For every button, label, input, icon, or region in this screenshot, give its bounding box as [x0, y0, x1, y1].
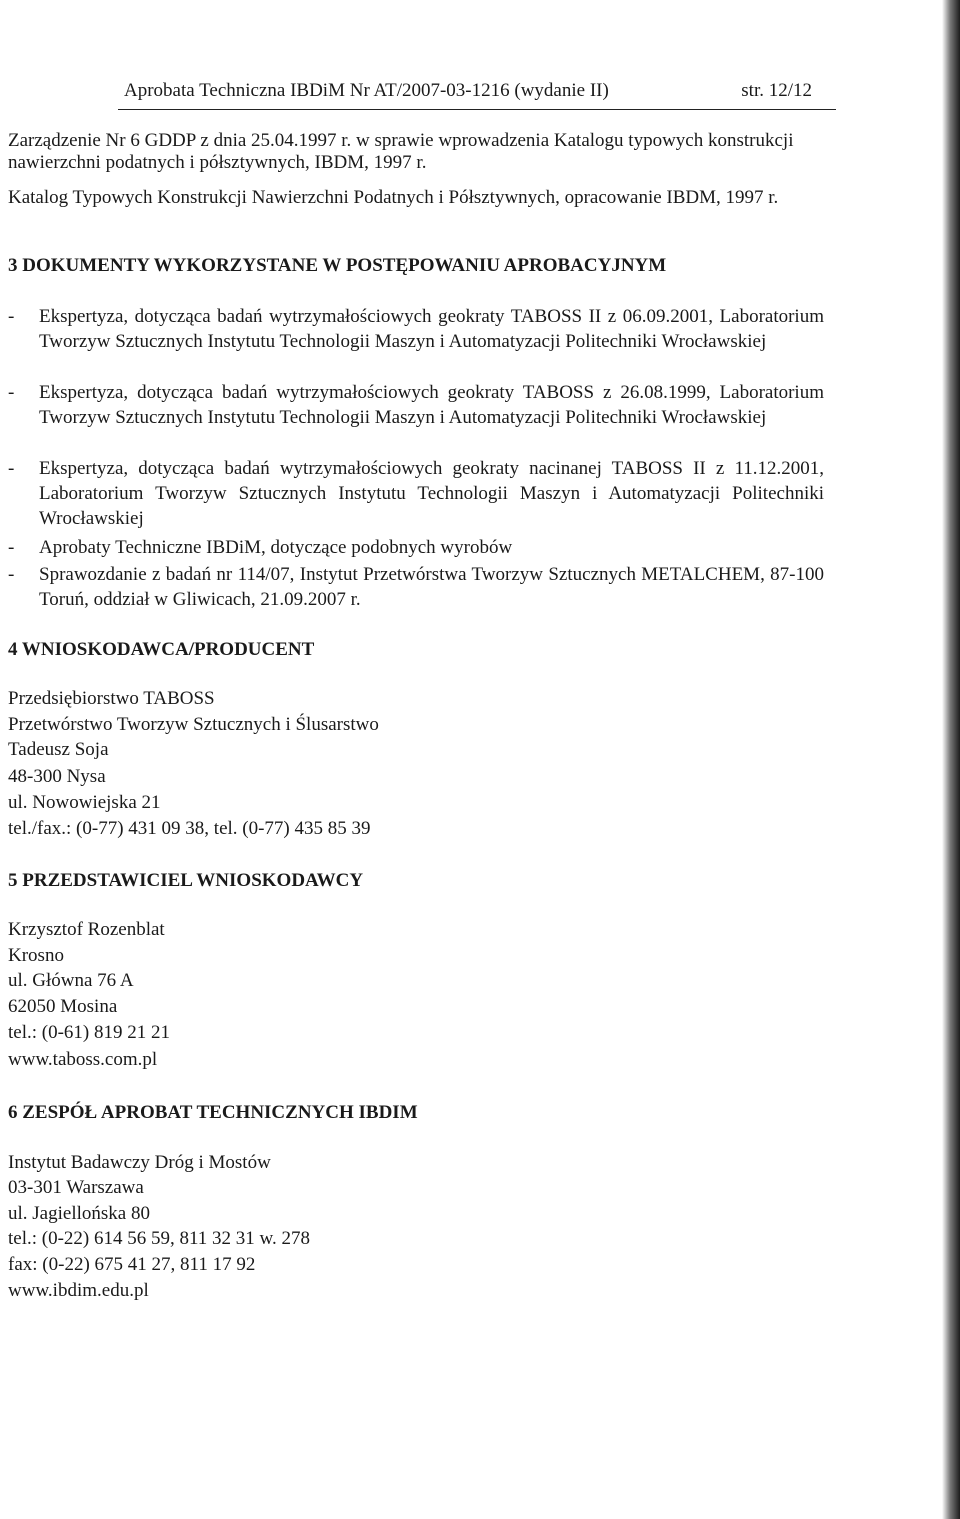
header-divider	[118, 109, 836, 110]
page-number: str. 12/12	[741, 80, 812, 101]
representative-website: www.taboss.com.pl	[8, 1049, 158, 1070]
reference-paragraph-2: Katalog Typowych Konstrukcji Nawierzchni Podatnych i Półsztywnych, opracowanie IBDM, 1997 r.	[8, 187, 779, 208]
list-item-text: Sprawozdanie z badań nr 114/07, Instytut Przetwórstwa Tworzyw Sztucznych METALCHEM, 87-100 Toruń, oddział w Gliwicach, 21.09.2007 r.	[39, 564, 824, 610]
list-item-text: Ekspertyza, dotycząca badań wytrzymałościowych geokraty nacinanej TABOSS II z 11.12.2001, Laboratorium Tworzyw Sztucznych Instytutu Technologii Maszyn i Automatyzacji Politechniki Wrocławskiej	[39, 458, 824, 529]
institute-line: 03-301 Warszawa	[8, 1177, 144, 1198]
representative-line: Krosno	[8, 945, 64, 966]
section-6-heading: 6 ZESPÓŁ APROBAT TECHNICZNYCH IBDIM	[8, 1102, 418, 1123]
institute-line: Instytut Badawczy Dróg i Mostów	[8, 1152, 271, 1173]
applicant-line: Przedsiębiorstwo TABOSS	[8, 688, 215, 709]
page-header	[124, 79, 814, 103]
document-list-item	[8, 456, 824, 531]
institute-line: tel.: (0-22) 614 56 59, 811 32 31 w. 278	[8, 1228, 311, 1249]
list-item-text: Aprobaty Techniczne IBDiM, dotyczące podobnych wyrobów	[39, 537, 513, 558]
list-dash: -	[8, 382, 15, 403]
document-title: Aprobata Techniczna IBDiM Nr AT/2007-03-1216 (wydanie II)	[124, 80, 609, 101]
reference-paragraph-1: Zarządzenie Nr 6 GDDP z dnia 25.04.1997 r. w sprawie wprowadzenia Katalogu typowych konstrukcji nawierzchni podatnych i półsztywnych, IBDM, 1997 r.	[8, 130, 794, 173]
representative-line: 62050 Mosina	[8, 996, 118, 1017]
institute-line: ul. Jagiellońska 80	[8, 1203, 150, 1224]
list-item-text: Ekspertyza, dotycząca badań wytrzymałościowych geokraty TABOSS z 26.08.1999, Laboratorium Tworzyw Sztucznych Instytutu Technologii Maszyn i Automatyzacji Politechniki Wrocławskiej	[39, 382, 824, 428]
list-dash: -	[8, 537, 15, 558]
section-3-heading: 3 DOKUMENTY WYKORZYSTANE W POSTĘPOWANIU APROBACYJNYM	[8, 255, 667, 276]
document-list-item	[8, 562, 824, 612]
list-dash: -	[8, 306, 15, 327]
document-list-item	[8, 380, 824, 430]
institute-line: fax: (0-22) 675 41 27, 811 17 92	[8, 1254, 256, 1275]
representative-line: ul. Główna 76 A	[8, 970, 134, 991]
representative-line: tel.: (0-61) 819 21 21	[8, 1022, 171, 1043]
applicant-line: tel./fax.: (0-77) 431 09 38, tel. (0-77) 435 85 39	[8, 818, 371, 839]
document-list-item	[8, 304, 824, 354]
applicant-line: ul. Nowowiejska 21	[8, 792, 161, 813]
applicant-line: Przetwórstwo Tworzyw Sztucznych i Ślusarstwo	[8, 714, 379, 735]
section-5-heading: 5 PRZEDSTAWICIEL WNIOSKODAWCY	[8, 870, 364, 891]
applicant-line: Tadeusz Soja	[8, 739, 109, 760]
list-dash: -	[8, 564, 15, 585]
institute-website: www.ibdim.edu.pl	[8, 1280, 149, 1301]
applicant-line: 48-300 Nysa	[8, 766, 106, 787]
scan-page-edge	[942, 0, 960, 1519]
section-4-heading: 4 WNIOSKODAWCA/PRODUCENT	[8, 639, 315, 660]
list-dash: -	[8, 458, 15, 479]
representative-line: Krzysztof Rozenblat	[8, 919, 165, 940]
list-item-text: Ekspertyza, dotycząca badań wytrzymałościowych geokraty TABOSS II z 06.09.2001, Laboratorium Tworzyw Sztucznych Instytutu Technologii Maszyn i Automatyzacji Politechniki Wrocławskiej	[39, 306, 824, 352]
document-list-item	[8, 535, 824, 560]
